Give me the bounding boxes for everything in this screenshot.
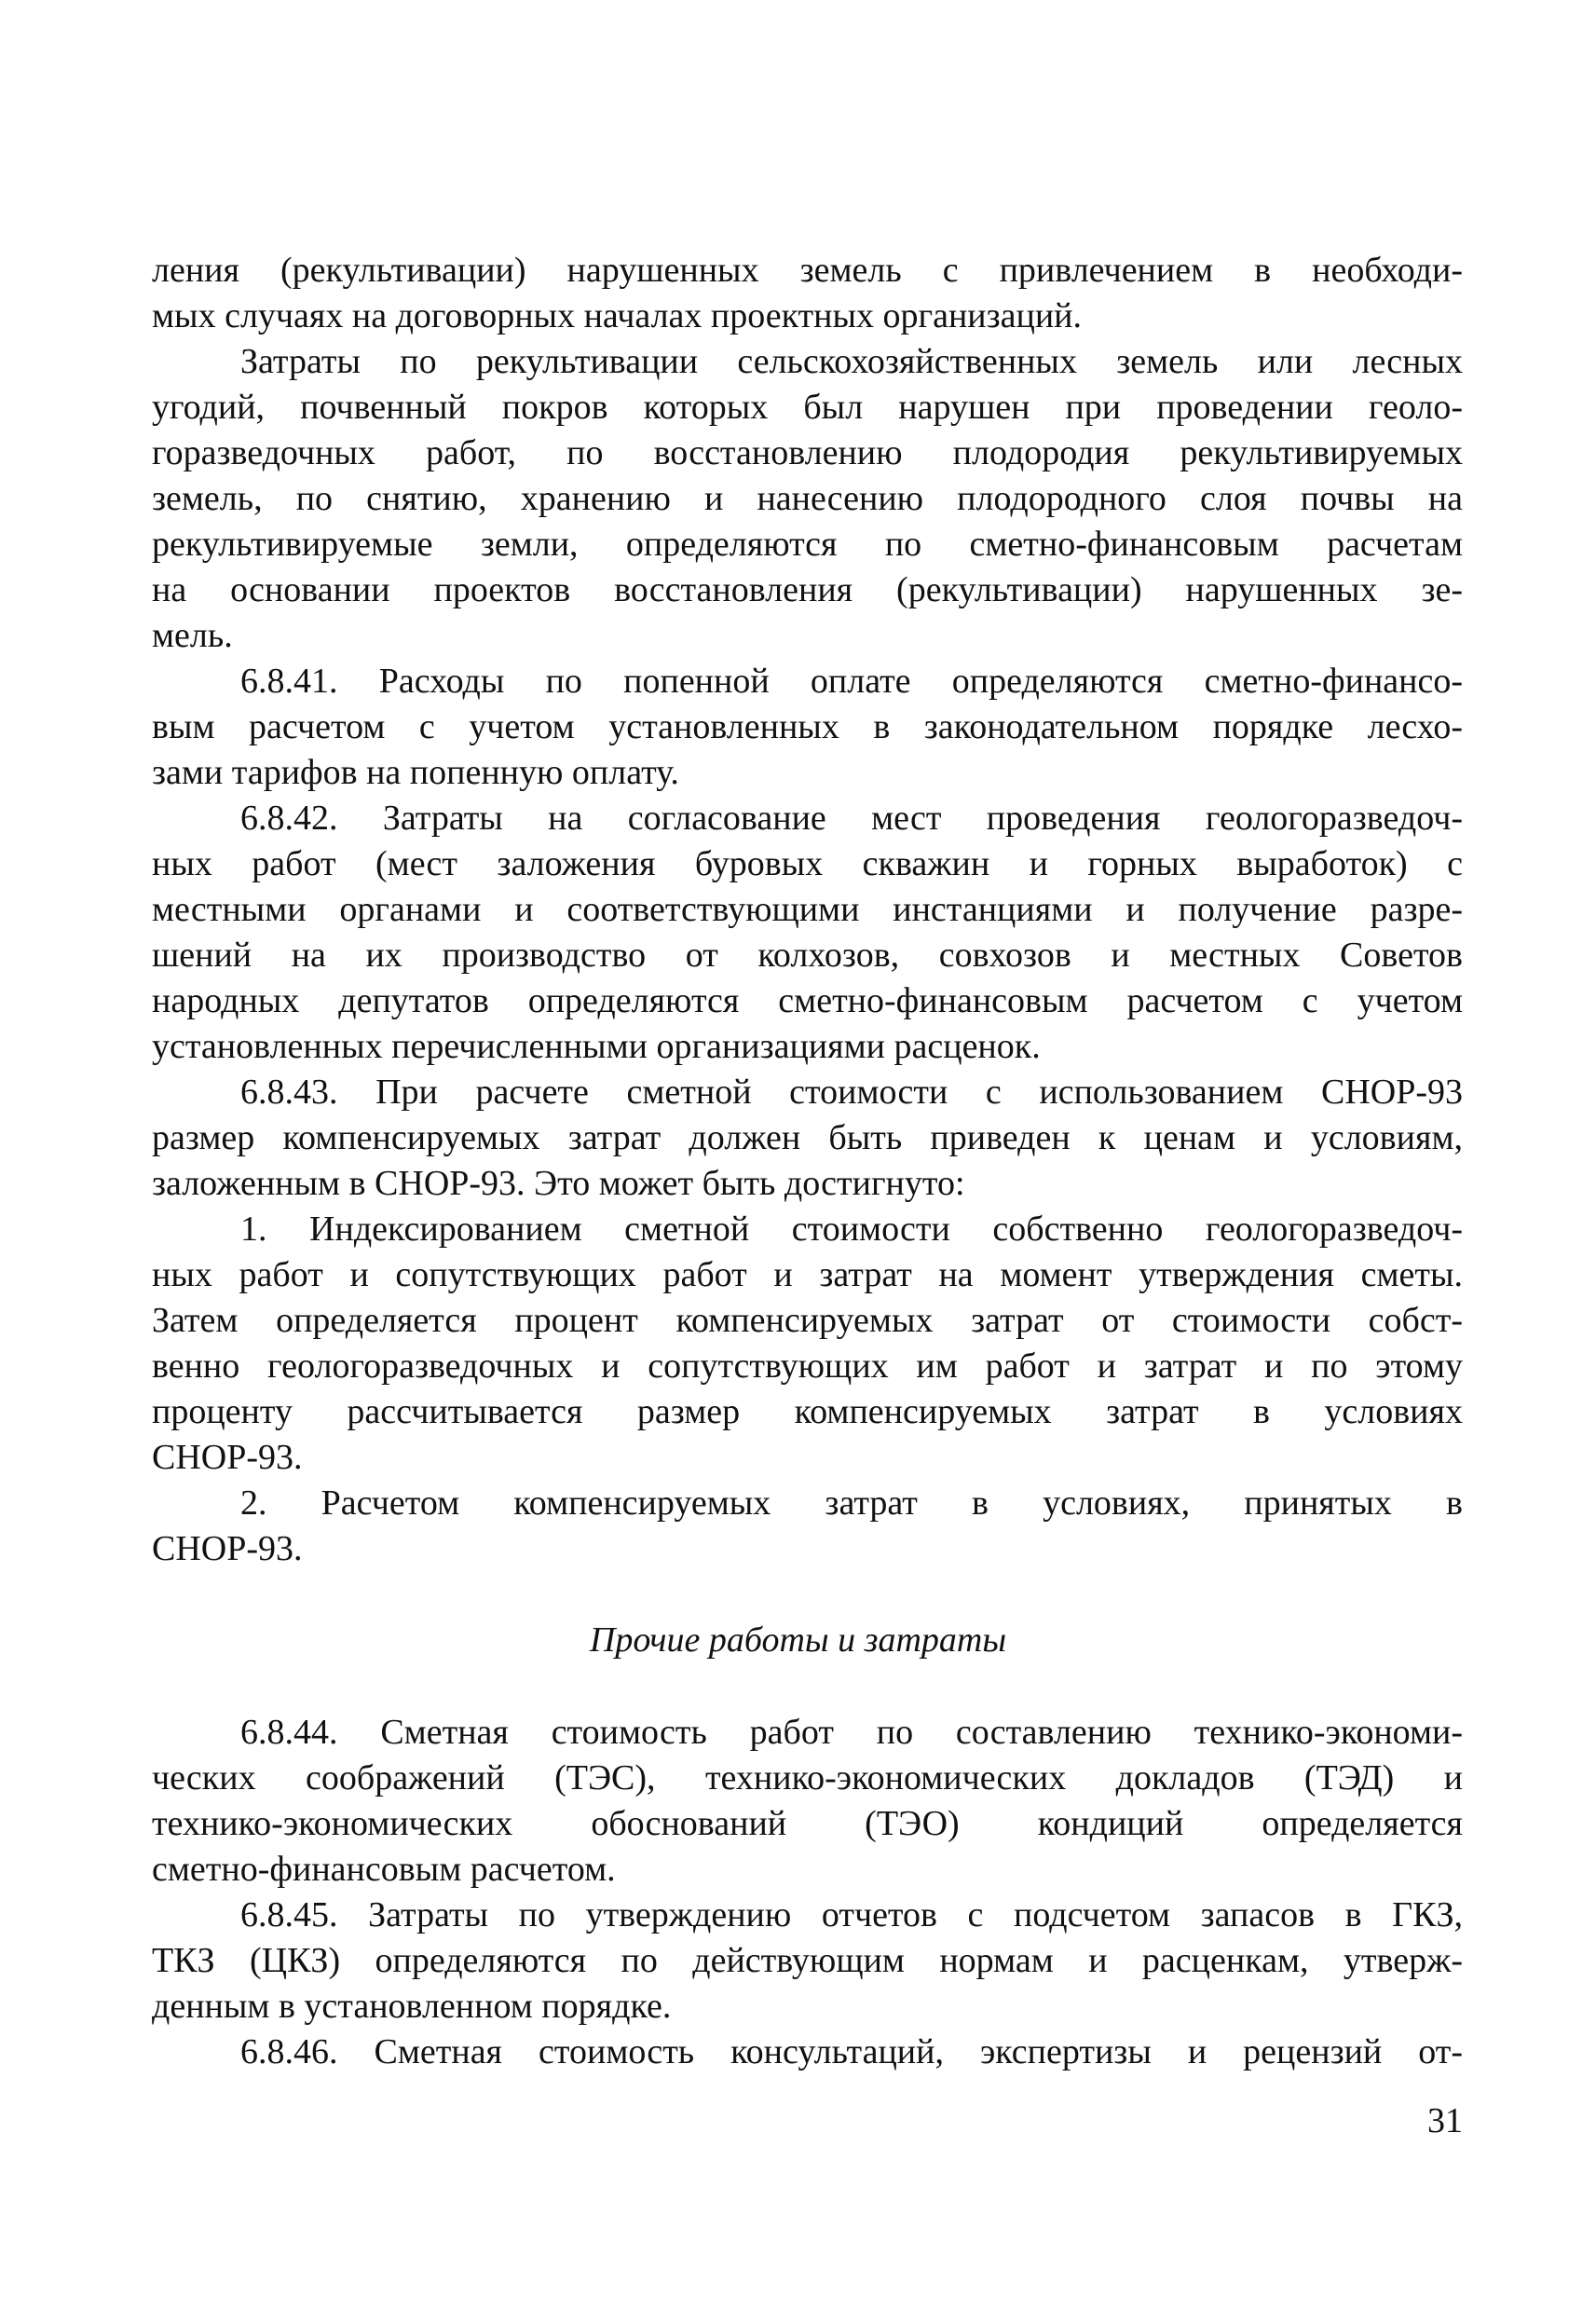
- text-line: денным в установленном порядке.: [152, 1987, 672, 2026]
- text-line: ных работ (мест заложения буровых скважин и горных выработок) с: [152, 844, 1463, 883]
- text-line: местными органами и соответствующими инстанциями и получение разре-: [152, 890, 1463, 929]
- text-line: 6.8.41. Расходы по попенной оплате определяются сметно-финансо-: [240, 662, 1463, 701]
- text-line: шений на их производство от колхозов, совхозов и местных Советов: [152, 936, 1463, 975]
- text-line: 6.8.42. Затраты на согласование мест проведения геологоразведоч-: [240, 799, 1463, 838]
- body-text-section-2: [152, 1710, 1463, 2075]
- text-line: земель, по снятию, хранению и нанесению плодородного слоя почвы на: [152, 479, 1463, 518]
- text-line: установленных перечисленными организациями расценок.: [152, 1027, 1041, 1066]
- text-line: размер компенсируемых затрат должен быть приведен к ценам и условиям,: [152, 1118, 1463, 1157]
- text-line: горазведочных работ, по восстановлению плодородия рекультивируемых: [152, 433, 1463, 472]
- text-line: мых случаях на договорных началах проектных организаций.: [152, 296, 1083, 335]
- text-line: ческих соображений (ТЭС), технико-экономических докладов (ТЭД) и: [152, 1758, 1463, 1797]
- text-line: Затраты по рекультивации сельскохозяйственных земель или лесных: [240, 342, 1463, 381]
- paragraph: [152, 1481, 1463, 1572]
- text-line: на основании проектов восстановления (рекультивации) нарушенных зе-: [152, 570, 1463, 609]
- text-line: венно геологоразведочных и сопутствующих им работ и затрат и по этому: [152, 1346, 1463, 1386]
- text-line: 6.8.45. Затраты по утверждению отчетов с подсчетом запасов в ГКЗ,: [240, 1895, 1463, 1934]
- paragraph: [152, 1893, 1463, 2030]
- text-line: Затем определяется процент компенсируемых затрат от стоимости собст-: [152, 1301, 1463, 1340]
- text-line: СНОР-93.: [152, 1529, 303, 1568]
- text-line: вым расчетом с учетом установленных в законодательном порядке лесхо-: [152, 707, 1463, 746]
- paragraph: [152, 659, 1463, 796]
- text-line: заложенным в СНОР-93. Это может быть достигнуто:: [152, 1164, 965, 1203]
- text-line: мель.: [152, 616, 233, 655]
- paragraph: [152, 1207, 1463, 1481]
- text-line: проценту рассчитывается размер компенсируемых затрат в условиях: [152, 1392, 1463, 1431]
- text-line: СНОР-93.: [152, 1438, 303, 1477]
- page-number: 31: [1427, 2101, 1463, 2140]
- text-line: ных работ и сопутствующих работ и затрат на момент утверждения сметы.: [152, 1255, 1463, 1294]
- text-line: сметно-финансовым расчетом.: [152, 1850, 616, 1889]
- text-line: зами тарифов на попенную оплату.: [152, 753, 679, 792]
- text-line: 6.8.43. При расчете сметной стоимости с использованием СНОР-93: [240, 1073, 1463, 1112]
- text-line: технико-экономических обоснований (ТЭО) кондиций определяется: [152, 1804, 1463, 1843]
- section-heading: Прочие работы и затраты: [589, 1620, 1007, 1660]
- text-line: народных депутатов определяются сметно-финансовым расчетом с учетом: [152, 981, 1463, 1020]
- text-line: ления (рекультивации) нарушенных земель с привлечением в необходи-: [152, 251, 1463, 290]
- paragraph: [152, 2030, 1463, 2075]
- paragraph: [152, 1710, 1463, 1893]
- text-line: 6.8.44. Сметная стоимость работ по составлению технико-экономи-: [240, 1713, 1463, 1752]
- paragraph: [152, 796, 1463, 1070]
- text-line: 2. Расчетом компенсируемых затрат в условиях, принятых в: [240, 1483, 1463, 1523]
- paragraph: [152, 339, 1463, 659]
- text-line: 1. Индексированием сметной стоимости собственно геологоразведоч-: [240, 1210, 1463, 1249]
- paragraph: [152, 1070, 1463, 1207]
- text-line: угодий, почвенный покров которых был нарушен при проведении геоло-: [152, 388, 1463, 427]
- paragraph: [152, 248, 1463, 339]
- text-line: рекультивируемые земли, определяются по сметно-финансовым расчетам: [152, 525, 1463, 564]
- text-line: 6.8.46. Сметная стоимость консультаций, экспертизы и рецензий от-: [240, 2032, 1463, 2071]
- body-text-section-1: [152, 248, 1463, 1572]
- text-line: ТКЗ (ЦКЗ) определяются по действующим нормам и расценкам, утверж-: [152, 1941, 1463, 1980]
